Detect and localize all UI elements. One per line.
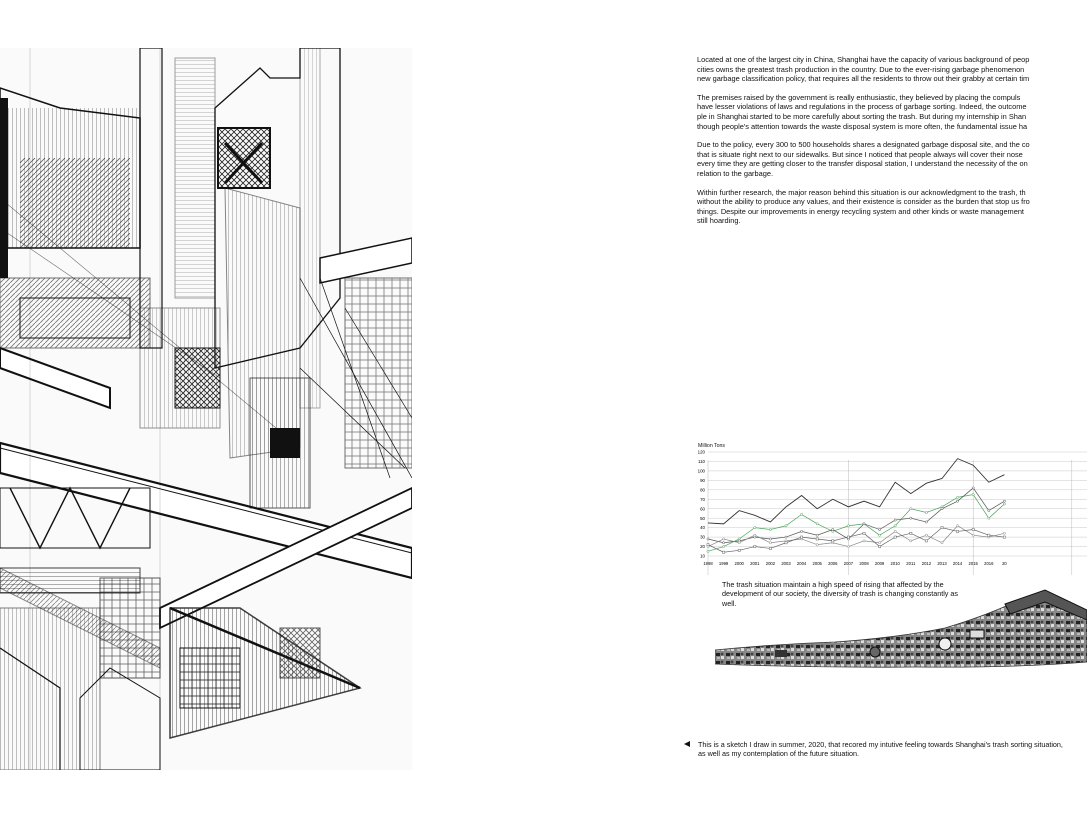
text-line: Within further research, the major reason behind this situation is our acknowledgment to the trash, th bbox=[697, 187, 1026, 197]
data-point bbox=[723, 551, 725, 553]
essay-text bbox=[697, 55, 1087, 245]
y-tick-label: 50 bbox=[700, 515, 705, 521]
x-tick-label: 2009 bbox=[874, 561, 885, 566]
x-tick-label: 2010 bbox=[890, 561, 900, 566]
y-tick-label: 20 bbox=[700, 544, 705, 550]
x-tick-label: 2001 bbox=[750, 561, 760, 566]
data-point bbox=[894, 525, 896, 527]
data-point bbox=[754, 534, 756, 536]
paragraph bbox=[697, 55, 1087, 84]
y-tick-label: 100 bbox=[697, 468, 705, 474]
data-point bbox=[910, 517, 912, 519]
text-line: have lesser violations of laws and regulations in the process of garbage sorting. Indeed, the outcome bbox=[697, 102, 1027, 112]
data-point bbox=[707, 544, 709, 546]
y-axis-label: Million Tons bbox=[698, 443, 726, 449]
x-tick-label: 2003 bbox=[781, 561, 791, 566]
data-point bbox=[879, 542, 881, 544]
x-axis-ticks bbox=[703, 561, 1007, 566]
data-point bbox=[957, 525, 959, 527]
y-tick-label: 70 bbox=[700, 496, 705, 502]
data-point bbox=[863, 523, 865, 525]
text-line: still hoarding. bbox=[697, 216, 741, 226]
y-tick-label: 110 bbox=[698, 459, 705, 465]
x-tick-label: 1998 bbox=[703, 561, 713, 566]
data-point bbox=[925, 540, 927, 542]
data-point bbox=[972, 528, 974, 530]
data-point bbox=[738, 542, 740, 544]
data-point bbox=[863, 540, 865, 542]
text-line: every time they are getting closer to the transfer disposal station, I understand the necessity of the on bbox=[697, 159, 1028, 169]
data-point bbox=[785, 525, 787, 527]
text-line: things. Despite our improvements in energy recycling system and other kinds or waste management bbox=[697, 206, 1024, 216]
data-point bbox=[1003, 532, 1005, 534]
data-point bbox=[988, 517, 990, 519]
x-tick-label: 2008 bbox=[859, 561, 869, 566]
data-point bbox=[769, 547, 771, 549]
x-tick-label: 2011 bbox=[906, 561, 916, 566]
x-tick-label: 2005 bbox=[812, 561, 822, 566]
data-point bbox=[863, 532, 865, 534]
data-point bbox=[832, 528, 834, 530]
data-point bbox=[723, 542, 725, 544]
text-line: though people's attention towards the waste disposal system is more often, the fundamental issue ha bbox=[697, 121, 1028, 131]
x-tick-label: 2007 bbox=[843, 561, 854, 566]
data-point bbox=[816, 544, 818, 546]
data-point bbox=[754, 527, 756, 529]
text-line: new garbage classification policy, that requires all the residents to throw out their grabby at certain tim bbox=[697, 74, 1030, 84]
data-point bbox=[707, 538, 709, 540]
caption-text: This is a sketch I draw in summer, 2020, that recored my intutive feeling towards Shanghai's trash sorting situation, as well as my contemplation of the future situation. bbox=[698, 740, 1063, 759]
data-point bbox=[925, 534, 927, 536]
data-point bbox=[910, 540, 912, 542]
y-tick-label: 30 bbox=[700, 534, 705, 540]
x-tick-label: 2012 bbox=[921, 561, 932, 566]
data-point bbox=[816, 538, 818, 540]
data-point bbox=[1003, 536, 1005, 538]
series-line bbox=[708, 459, 1004, 524]
data-point bbox=[879, 528, 881, 530]
x-tick-label: 2000 bbox=[734, 561, 744, 566]
year-guide-lines bbox=[708, 460, 1072, 575]
x-tick-label: 2014 bbox=[952, 561, 963, 566]
text-line: relation to the garbage. bbox=[697, 168, 774, 178]
data-point bbox=[894, 536, 896, 538]
y-tick-label: 90 bbox=[700, 477, 705, 483]
data-point bbox=[1003, 500, 1005, 502]
data-point bbox=[972, 487, 974, 489]
data-point bbox=[847, 525, 849, 527]
data-point bbox=[832, 540, 834, 542]
data-point bbox=[957, 530, 959, 532]
data-point bbox=[972, 534, 974, 536]
chart-series bbox=[707, 459, 1006, 554]
data-point bbox=[847, 545, 849, 547]
architectural-sketch-illustration bbox=[0, 48, 412, 770]
data-point bbox=[769, 538, 771, 540]
data-point bbox=[723, 538, 725, 540]
data-point bbox=[910, 508, 912, 510]
data-point bbox=[785, 536, 787, 538]
trash-production-line-chart bbox=[690, 440, 1087, 575]
data-point bbox=[769, 542, 771, 544]
paragraph bbox=[697, 140, 1087, 178]
data-point bbox=[879, 534, 881, 536]
data-point bbox=[925, 521, 927, 523]
data-point bbox=[894, 519, 896, 521]
data-point bbox=[816, 534, 818, 536]
data-point bbox=[723, 545, 725, 547]
data-point bbox=[941, 508, 943, 510]
series-line bbox=[708, 526, 1004, 547]
series-line bbox=[708, 488, 1004, 543]
text-line: The premises raised by the government is really enthusiastic, they believed by placing the compuls bbox=[697, 92, 1021, 102]
data-point bbox=[738, 549, 740, 551]
data-point bbox=[754, 545, 756, 547]
chart-annotation: The trash situation maintain a high speed of rising that affected by the development of our society, the diversity of trash is changing constantly as well. bbox=[722, 580, 958, 608]
y-tick-label: 120 bbox=[697, 449, 705, 455]
y-axis-ticks bbox=[698, 450, 706, 559]
x-tick-label: 2016 bbox=[984, 561, 994, 566]
data-point bbox=[1003, 503, 1005, 505]
data-point bbox=[801, 530, 803, 532]
x-tick-label: 2002 bbox=[765, 561, 776, 566]
data-point bbox=[785, 542, 787, 544]
data-point bbox=[941, 542, 943, 544]
x-tick-label: 2015 bbox=[968, 561, 978, 566]
paragraph bbox=[697, 93, 1087, 131]
data-point bbox=[972, 493, 974, 495]
sketch-caption bbox=[684, 740, 1064, 759]
series-line bbox=[708, 495, 1004, 552]
left-arrow-icon bbox=[684, 741, 690, 747]
y-tick-label: 60 bbox=[700, 506, 705, 512]
y-tick-label: 10 bbox=[700, 553, 705, 559]
data-point bbox=[941, 527, 943, 529]
data-point bbox=[879, 545, 881, 547]
y-tick-label: 80 bbox=[700, 487, 705, 493]
data-point bbox=[910, 532, 912, 534]
data-point bbox=[847, 536, 849, 538]
x-tick-label: 2004 bbox=[796, 561, 807, 566]
data-point bbox=[707, 550, 709, 552]
text-line: Located at one of the largest city in China, Shanghai have the capacity of various background of peop bbox=[697, 55, 1030, 64]
text-line: that is situate right next to our sidewalks. But since I noticed that people always will cover their nose bbox=[697, 149, 1023, 159]
x-tick-label: 2006 bbox=[828, 561, 838, 566]
text-line: Due to the policy, every 300 to 500 households shares a designated garbage disposal site, and the co bbox=[697, 140, 1030, 150]
data-point bbox=[957, 496, 959, 498]
data-point bbox=[801, 536, 803, 538]
text-line: without the ability to produce any values, and their existence is consider as the burden that stop us fro bbox=[697, 197, 1030, 207]
data-point bbox=[988, 534, 990, 536]
x-tick-label: 2013 bbox=[937, 561, 947, 566]
text-line: cities owns the greatest trash production in the country. Due to the ever-rising garbage phenomenon bbox=[697, 64, 1025, 74]
data-point bbox=[957, 500, 959, 502]
data-point bbox=[988, 510, 990, 512]
data-point bbox=[894, 530, 896, 532]
data-point bbox=[925, 511, 927, 513]
data-point bbox=[801, 513, 803, 515]
data-point bbox=[816, 523, 818, 525]
data-point bbox=[769, 528, 771, 530]
x-tick-label: 1999 bbox=[718, 561, 729, 566]
x-tick-label: 20 bbox=[1002, 561, 1007, 566]
paragraph bbox=[697, 188, 1087, 226]
text-line: ple in Shanghai started to be more carefully about sorting the trash. But during my internship in Shan bbox=[697, 111, 1027, 121]
y-tick-label: 40 bbox=[700, 525, 705, 531]
